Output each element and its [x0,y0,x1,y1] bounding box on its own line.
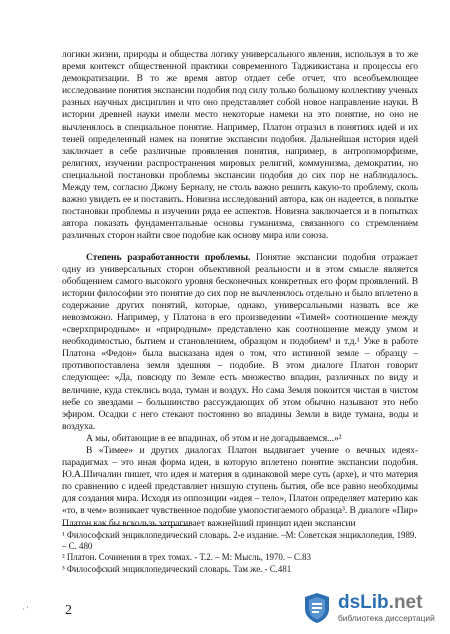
watermark-brand-part2: .net [388,592,423,613]
watermark-subtitle: библиотека диссертаций [338,613,435,623]
watermark-brand [338,593,435,613]
dslib-logo-icon [300,591,334,625]
page-number: 2 [65,603,72,618]
watermark-text [338,593,435,623]
paragraph-intro: логики жизни, природы и общества логику универсального явления, используя в то же время контекст общественной практики современного Таджикистана и процессы его демократизации. В то же время автор отдает себе отчет, что всеобъемлющее исследование понятия экспансии подобия под силу только большому коллективу ученых разных научных дисциплин и что оно представляет собой новое направление науки. В истории древней науки имели место некоторые намеки на это понятие, но оно не вычленялось в специальное понятие. Например, Платон отразил в понятиях идей и их теней определенный намек на понятие экспансии подобия. Дальнейшая история идей заключает в себе различные проявления понятия, например, в антропоморфизме, религиях, изучении распространения мировых религий, коммунизма, демократии, но специальной постановки проблемы экспансии подобия до сих пор не наблюдалось. Между тем, согласно Джону Берналу, не столь важно решить какую-то проблему, сколь важно увидеть ее и поставить. Новизна исследований автора, как он надеется, в попытке постановки проблемы и изучении ряда ее аспектов. Новизна заключается и в попытках автора показать фундаментальные основы гуманизма, связанного со стремлением различных сторон найти свое подобие как основу мира или союза. [62,49,418,242]
footnote-2: ² Платон. Сочинения в трех томах. - Т.2. – М: Мысль, 1970. – С.83 [62,552,311,563]
paragraph-timaeus: В «Тимее» и других диалогах Платон выдвигает учение о вечных идеях-парадигмах – это иная форма идеи, в которую вплетено понятие экспансии подобия. Ю.А.Шичалин пишет, что идея и материя в одинаковой мере суть (архе), и что материя по сравнению с идеей представляет низшую ступень бытия, обе все равно необходимы для создания мира. Исходя из оппозиции «идея – тело», Платон определяет материю как «то, в чем» возникает чувственное подобие умопостигаемого образца³. В диалоге «Пир» Платон как бы вскользь затрагивает важнейший принцип идеи экспансии [62,445,418,529]
footnotes [62,530,422,575]
dslib-watermark[interactable] [300,588,442,628]
footnote-3: ³ Философский энциклопедический словарь. Там же. - С.481 [62,563,292,574]
footnote-1: ¹ Философский энциклопедический словарь. 2-е издание. –М: Советская энциклопедия, 1989. – С. 480 [62,530,417,552]
watermark-brand-part1: dsLib [338,592,389,613]
paragraph-degree-text: Понятие экспансии подобия отражает одну из универсальных сторон объективной реальности и в этом смысле является обобщением самого высокого уровня бесконечных конкретных его форм проявлений. В истории философии это понятие до сих пор не вычленялось отдельно и было вплетено в содержание других понятий, которые, однако, универсальными назвать все же невозможно. Например, у Платона в его произведении «Тимей» соотношение между «сверхприродным» и «природным» представлено как соотношение между умом и необходимостью, бытием и становлением, образцом и подобием¹ и т.д.¹ Уже в работе Платона «Федон» была высказана идея о том, что истинной земле – образцу – противопоставлена земля здешняя – подобие. В этом диалоге Платон говорит следующее: «Да, повсюду по Земле есть множество впадин, различных по виду и величине, куда стеклись вода, туман и воздух. Но сама Земля покоится чистая в чистом небе со звездами – большинство рассуждающих об этом обычно называют это небо эфиром. Осадки с него стекают постоянно во впадины Земли в виде тумана, воды и воздуха. [62,251,418,432]
body-text [62,49,418,530]
section-heading: Степень разработанности проблемы. [86,251,251,263]
stray-mark: · ' [22,605,29,614]
paragraph-degree [62,252,418,433]
quote-line: А мы, обитающие в ее впадинах, об этом и не догадываемся...»² [86,432,342,444]
footnote-divider [62,525,190,526]
paragraph-gap [62,243,418,252]
